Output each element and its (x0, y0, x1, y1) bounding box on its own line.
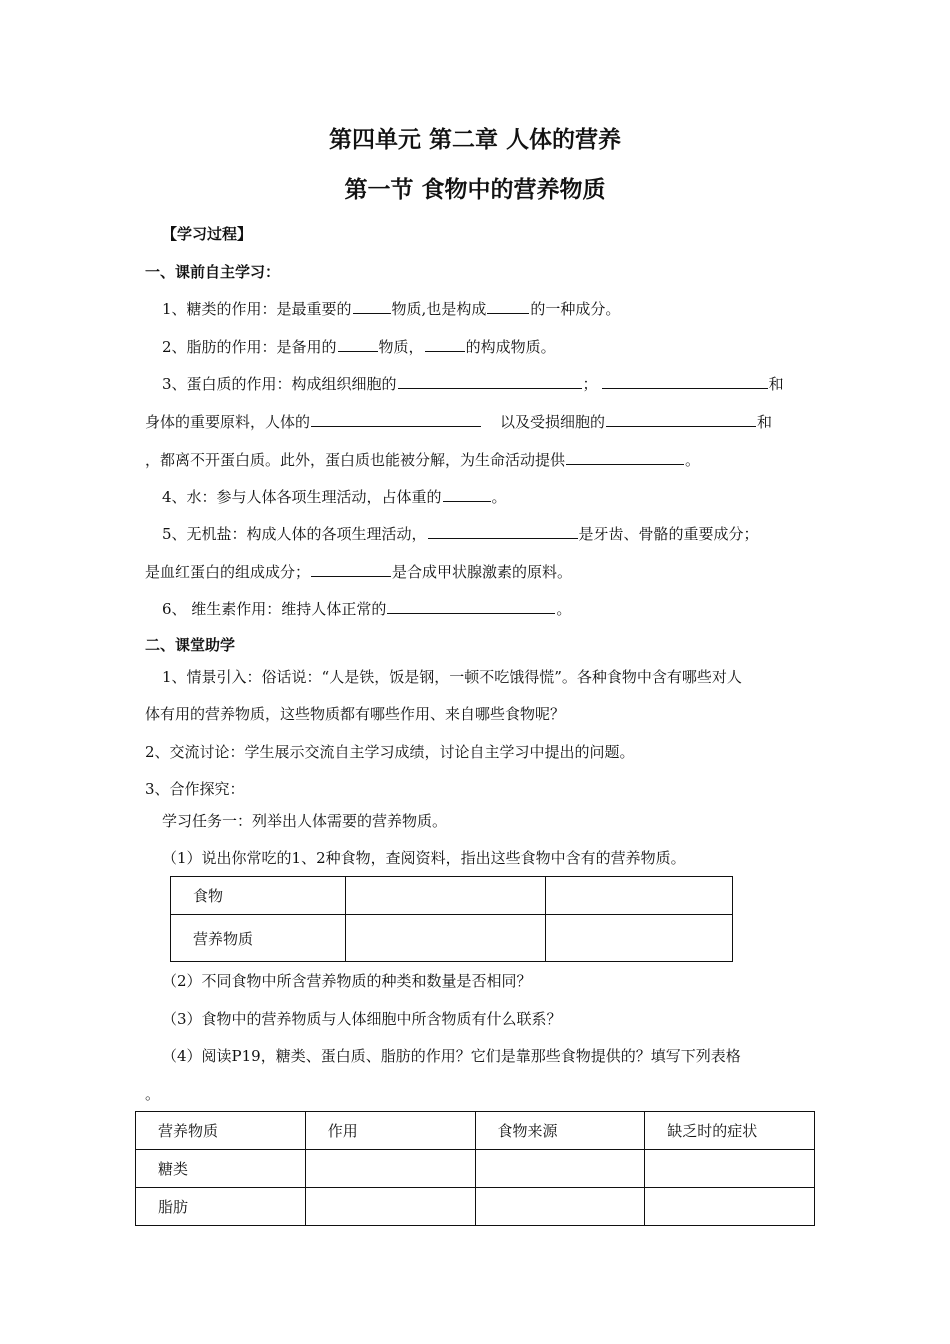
fill-blank[interactable] (398, 373, 582, 389)
table-cell[interactable] (345, 915, 546, 962)
q6-text-a: 6、 维生素作用：维持人体正常的 (162, 600, 387, 618)
q5-text-a: 5、无机盐：构成人体的各项生理活动， (162, 525, 427, 543)
q5-text-d: 是合成甲状腺激素的原料。 (392, 563, 573, 581)
q3-text-a: 3、蛋白质的作用：构成组织细胞的 (162, 375, 397, 393)
q5-text-b: 是牙齿、骨骼的重要成分； (578, 525, 759, 543)
question-3-line-1 (162, 373, 784, 394)
q4-text-a: 4、水：参与人体各项生理活动，占体重的 (162, 488, 442, 506)
sub-question-3: （3）食物中的营养物质与人体细胞中所含物质有什么联系？ (162, 1010, 562, 1028)
q3-text-b: ； (582, 375, 598, 393)
q3-text-c: 和 (768, 375, 784, 393)
table-row (171, 877, 733, 915)
question-3-line-3 (145, 449, 700, 470)
q6-text-b: 。 (556, 600, 572, 618)
q3-text-e: 以及受损细胞的 (500, 413, 606, 431)
table-row (136, 1150, 815, 1188)
section-title: 第一节 食物中的营养物质 (344, 177, 606, 203)
question-2 (162, 336, 556, 357)
fill-blank[interactable] (566, 449, 684, 465)
nutrient-function-table (135, 1111, 815, 1226)
q4-text-b: 。 (491, 488, 507, 506)
fill-blank[interactable] (311, 411, 481, 427)
table-row (136, 1188, 815, 1226)
table-cell: 脂肪 (136, 1188, 306, 1226)
fill-blank[interactable] (353, 298, 391, 314)
intro-line-1: 1、情景引入：俗话说：“人是铁，饭是钢，一顿不吃饿得慌”。各种食物中含有哪些对人 (162, 668, 742, 686)
page-title: 第四单元 第二章 人体的营养 (328, 127, 621, 153)
question-6 (162, 598, 571, 619)
intro-line-2: 体有用的营养物质，这些物质都有哪些作用、来自哪些食物呢？ (145, 705, 566, 723)
fill-blank[interactable] (428, 523, 578, 539)
part2-heading: 二、课堂助学 (145, 636, 236, 654)
fill-blank[interactable] (387, 598, 555, 614)
table-cell[interactable] (546, 877, 733, 915)
sub-question-2: （2）不同食物中所含营养物质的种类和数量是否相同？ (162, 972, 532, 990)
question-5-line-2 (145, 561, 572, 582)
q2-text-a: 2、脂肪的作用：是备用的 (162, 338, 337, 356)
sub-question-1: （1）说出你常吃的1、2种食物，查阅资料，指出这些食物中含有的营养物质。 (162, 849, 686, 867)
q3-text-f: 和 (757, 413, 773, 431)
table-cell[interactable] (645, 1150, 815, 1188)
q1-text-a: 1、糖类的作用：是最重要的 (162, 300, 352, 318)
table-cell[interactable] (305, 1150, 475, 1188)
q1-text-c: 的一种成分。 (530, 300, 621, 318)
table-header-row (136, 1112, 815, 1150)
question-3-line-2 (145, 411, 772, 432)
q3-text-h: 。 (685, 451, 701, 469)
table-cell[interactable] (475, 1150, 645, 1188)
fill-blank[interactable] (338, 336, 378, 352)
fill-blank[interactable] (602, 373, 768, 389)
column-header: 作用 (305, 1112, 475, 1150)
part1-heading: 一、课前自主学习： (145, 263, 281, 281)
column-header: 食物来源 (475, 1112, 645, 1150)
q3-text-g: ，都离不开蛋白质。此外，蛋白质也能被分解，为生命活动提供 (145, 451, 566, 469)
table-cell[interactable] (345, 877, 546, 915)
table-cell[interactable] (305, 1188, 475, 1226)
fill-blank[interactable] (487, 298, 529, 314)
q2-text-c: 的构成物质。 (465, 338, 556, 356)
sub-question-4-line-1: （4）阅读P19，糖类、蛋白质、脂肪的作用？它们是靠那些食物提供的？填写下列表格 (162, 1047, 741, 1065)
table-cell: 营养物质 (171, 915, 346, 962)
cooperation-text: 3、合作探究： (145, 780, 245, 798)
column-header: 缺乏时的症状 (645, 1112, 815, 1150)
task-1-text: 学习任务一：列举出人体需要的营养物质。 (162, 812, 448, 830)
table-cell: 糖类 (136, 1150, 306, 1188)
fill-blank[interactable] (425, 336, 465, 352)
fill-blank[interactable] (311, 561, 391, 577)
fill-blank[interactable] (443, 486, 491, 502)
column-header: 营养物质 (136, 1112, 306, 1150)
food-nutrient-table (170, 876, 733, 962)
table-cell[interactable] (645, 1188, 815, 1226)
fill-blank[interactable] (606, 411, 756, 427)
q3-text-d: 身体的重要原料，人体的 (145, 413, 311, 431)
table-cell[interactable] (475, 1188, 645, 1226)
q1-text-b: 物质,也是构成 (391, 300, 487, 318)
table-cell: 食物 (171, 877, 346, 915)
table-cell[interactable] (546, 915, 733, 962)
process-label: 【学习过程】 (162, 225, 253, 243)
q5-text-c: 是血红蛋白的组成成分； (145, 563, 311, 581)
question-5-line-1 (162, 523, 759, 544)
q2-text-b: 物质， (378, 338, 424, 356)
table-row (171, 915, 733, 962)
question-4 (162, 486, 507, 507)
discussion-text: 2、交流讨论：学生展示交流自主学习成绩，讨论自主学习中提出的问题。 (145, 743, 635, 761)
sub-question-4-line-2: 。 (145, 1085, 161, 1103)
question-1 (162, 298, 620, 319)
